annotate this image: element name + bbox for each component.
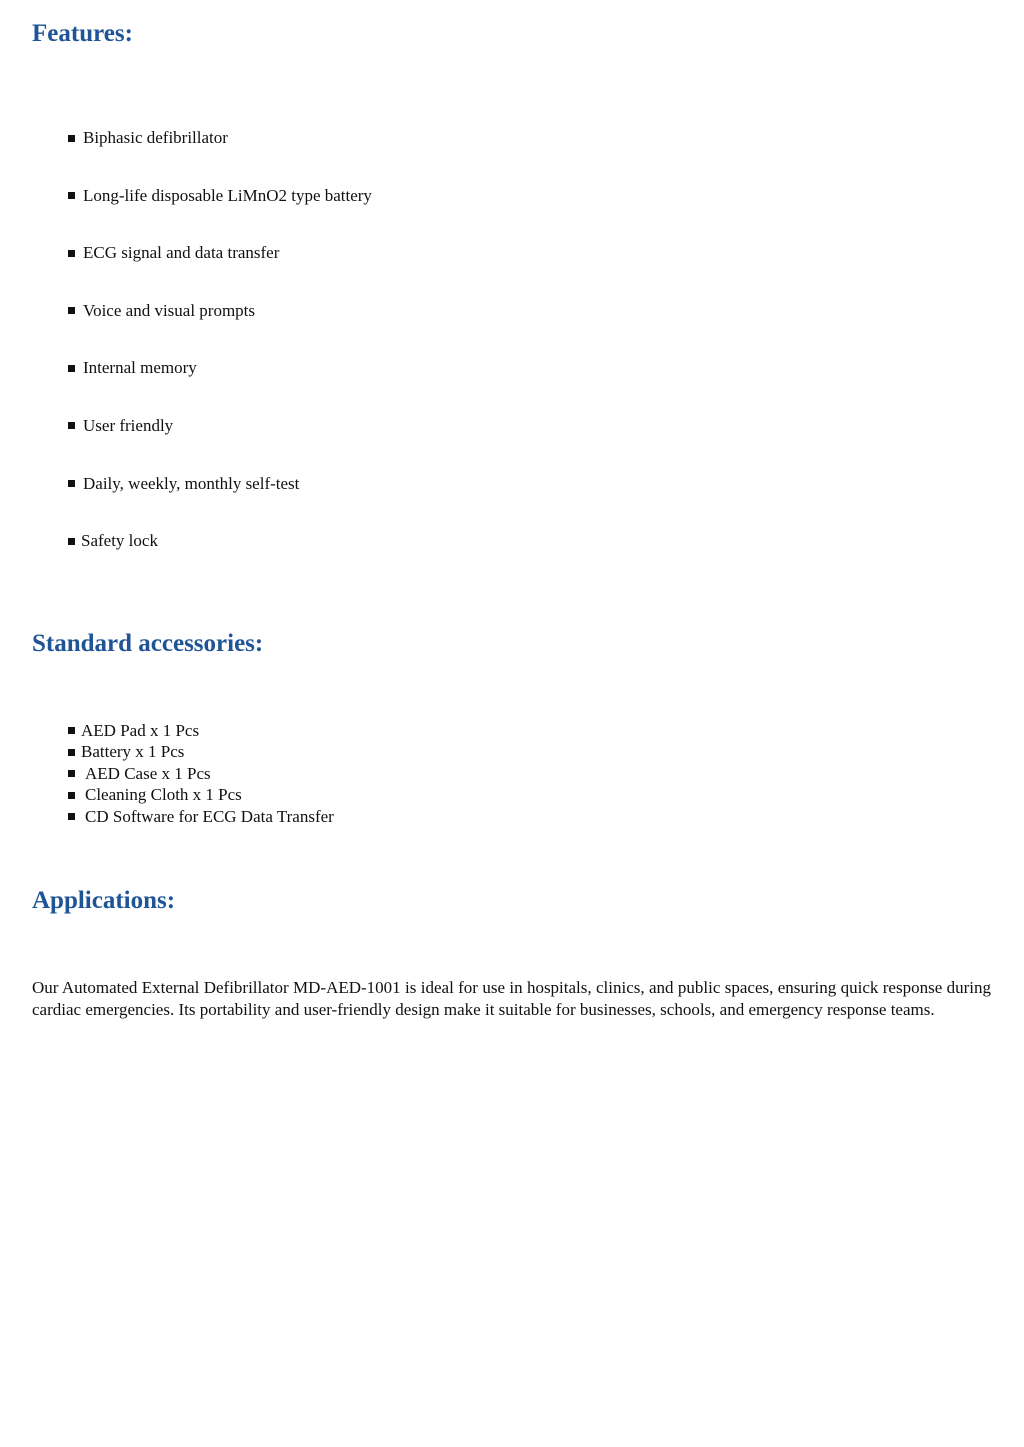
applications-paragraph: Our Automated External Defibrillator MD-AED-1001 is ideal for use in hospitals, clinics, and public spaces, ensuring quick response during cardiac emergencies. Its portability and user-friendly design make it suitable for businesses, schools, and emergency response teams. <box>32 978 991 1019</box>
square-bullet-icon <box>68 792 75 799</box>
list-item <box>68 186 372 206</box>
list-item-label: AED Case x 1 Pcs <box>85 763 211 783</box>
square-bullet-icon <box>68 192 75 199</box>
list-item-label: Daily, weekly, monthly self-test <box>83 473 300 493</box>
square-bullet-icon <box>68 727 75 734</box>
square-bullet-icon <box>68 480 75 487</box>
list-item <box>68 742 334 764</box>
square-bullet-icon <box>68 307 75 314</box>
list-item-label: AED Pad x 1 Pcs <box>81 720 200 740</box>
list-item <box>68 416 372 436</box>
list-item-label: Voice and visual prompts <box>83 300 256 320</box>
square-bullet-icon <box>68 250 75 257</box>
square-bullet-icon <box>68 422 75 429</box>
square-bullet-icon <box>68 135 75 142</box>
list-item-label: Battery x 1 Pcs <box>81 742 185 762</box>
square-bullet-icon <box>68 538 75 545</box>
list-item <box>68 785 334 807</box>
list-item-label: CD Software for ECG Data Transfer <box>85 806 334 826</box>
list-item-label: User friendly <box>83 415 174 435</box>
list-item-label: Cleaning Cloth x 1 Pcs <box>85 785 242 805</box>
list-item <box>68 763 334 785</box>
list-item <box>68 806 334 828</box>
list-item <box>68 720 334 742</box>
list-item <box>68 301 372 321</box>
square-bullet-icon <box>68 365 75 372</box>
features-heading: Features: <box>32 20 133 47</box>
list-item-label: Safety lock <box>81 531 158 551</box>
list-item <box>68 128 372 148</box>
list-item-label: ECG signal and data transfer <box>83 243 280 263</box>
list-item-label: Biphasic defibrillator <box>83 128 228 147</box>
square-bullet-icon <box>68 813 75 820</box>
applications-heading: Applications: <box>32 887 176 914</box>
accessories-list <box>68 720 334 828</box>
list-item <box>68 474 372 494</box>
list-item-label: Long-life disposable LiMnO2 type battery <box>83 185 372 205</box>
square-bullet-icon <box>68 770 75 777</box>
square-bullet-icon <box>68 749 75 756</box>
list-item-label: Internal memory <box>83 358 197 378</box>
accessories-heading: Standard accessories: <box>32 630 264 657</box>
list-item <box>68 243 372 263</box>
list-item <box>68 531 372 551</box>
list-item <box>68 358 372 378</box>
features-list <box>68 128 372 589</box>
